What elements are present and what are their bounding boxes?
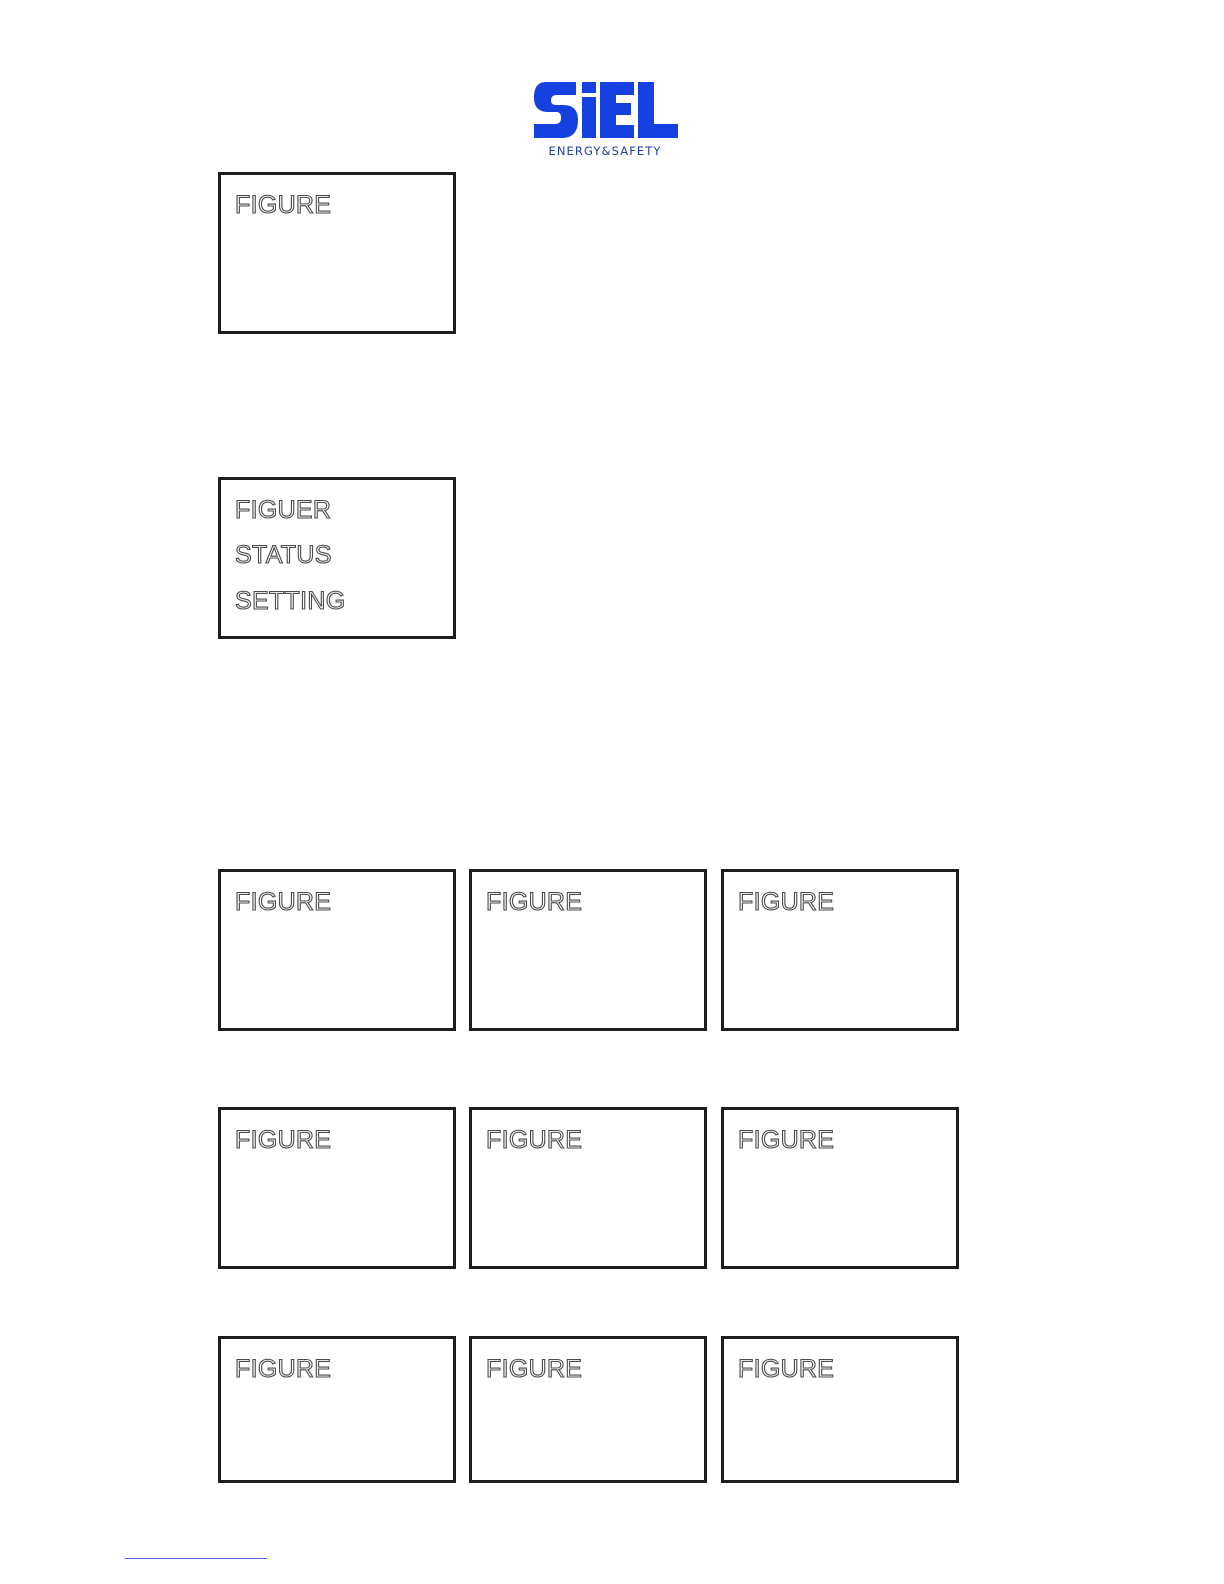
figure-label: FIGURE [486, 1126, 583, 1154]
footer-link-underline[interactable] [125, 1558, 267, 1559]
figure-box-r3-c3 [721, 1336, 959, 1483]
menu-item-status: STATUS [235, 541, 332, 569]
figure-box-r2-c1 [218, 1107, 456, 1269]
figure-label: FIGURE [486, 1355, 583, 1383]
menu-item-setting: SETTING [235, 587, 346, 615]
figure-box-r2-c3 [721, 1107, 959, 1269]
menu-box [218, 477, 456, 639]
siel-logo-mark [530, 78, 680, 142]
figure-label: FIGURE [486, 888, 583, 916]
logo-tagline: ENERGY&SAFETY [548, 144, 662, 158]
figure-label: FIGURE [738, 1355, 835, 1383]
figure-box-r2-c2 [469, 1107, 707, 1269]
siel-logo [530, 78, 680, 160]
figure-label: FIGURE [235, 1126, 332, 1154]
figure-box-r3-c2 [469, 1336, 707, 1483]
figure-box-top [218, 172, 456, 334]
figure-box-r1-c3 [721, 869, 959, 1031]
figure-box-r3-c1 [218, 1336, 456, 1483]
figure-label: FIGURE [738, 1126, 835, 1154]
figure-box-r1-c1 [218, 869, 456, 1031]
figure-label: FIGURE [235, 191, 332, 219]
menu-item-figuer: FIGUER [235, 496, 332, 524]
figure-label: FIGURE [235, 1355, 332, 1383]
figure-box-r1-c2 [469, 869, 707, 1031]
figure-label: FIGURE [738, 888, 835, 916]
figure-label: FIGURE [235, 888, 332, 916]
